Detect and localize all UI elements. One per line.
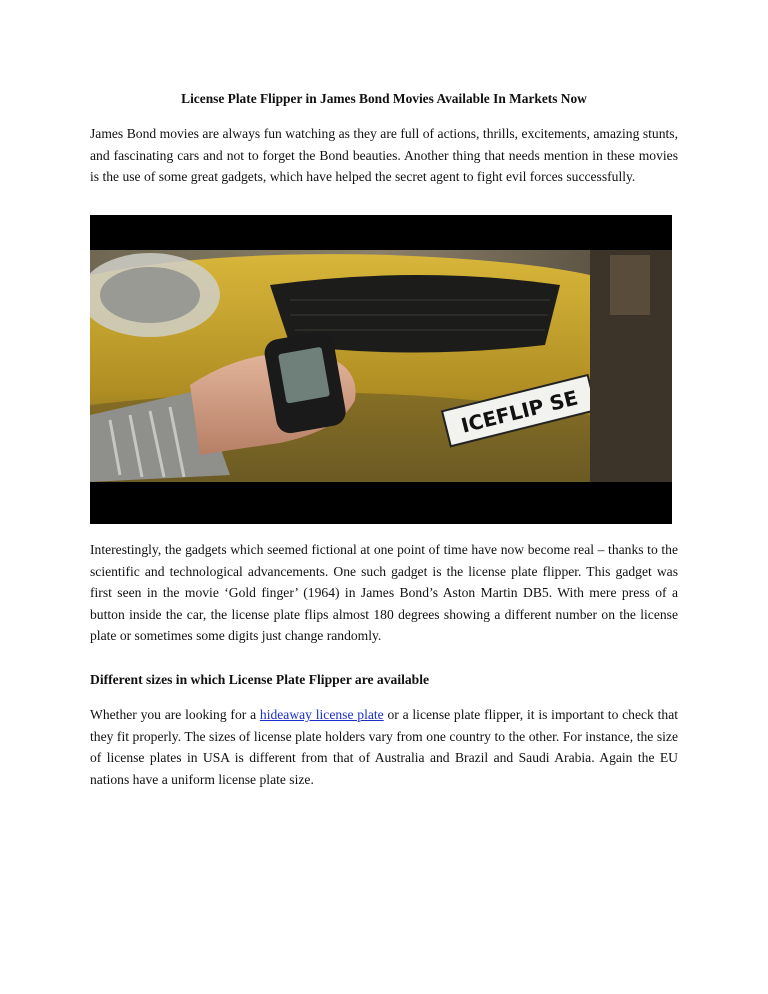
gadget-history-paragraph: Interestingly, the gadgets which seemed fictional at one point of time have now become real – thanks to the scientific and technological advancements. One such gadget is the license plate flipper. This gadget was first seen in the movie ‘Gold finger’ (1964) in James Bond’s Aston Martin DB5. With mere press of a button inside the car, the license plate flips almost 180 degrees showing a different number on the license plate or sometimes some digits just change randomly. <box>90 542 678 643</box>
hideaway-license-plate-link[interactable]: hideaway license plate <box>259 707 384 722</box>
sizes-text-before: Whether you are looking for a <box>90 707 260 722</box>
sizes-text-after: or a license plate flipper, it is important to check that they fit properly. The sizes of license plate holders vary from one country to the other. For instance, the size of license plates in USA is different from that of Australia and Brazil and Saudi Arabia. Again the EU nations have a uniform license plate size. <box>90 707 679 787</box>
section-heading: Different sizes in which License Plate Flipper are available <box>90 672 430 687</box>
sizes-paragraph <box>90 704 678 790</box>
document-title: License Plate Flipper in James Bond Movies Available In Markets Now <box>181 91 587 106</box>
intro-paragraph: James Bond movies are always fun watching as they are full of actions, thrills, excitements, amazing stunts, and fascinating cars and not to forget the Bond beauties. Another thing that needs mention in these movies is the use of some great gadgets, which have helped the secret agent to fight evil forces successfully. <box>90 126 678 184</box>
plate-text: ICEFLIP SE <box>458 385 581 438</box>
car-photo <box>90 215 672 524</box>
